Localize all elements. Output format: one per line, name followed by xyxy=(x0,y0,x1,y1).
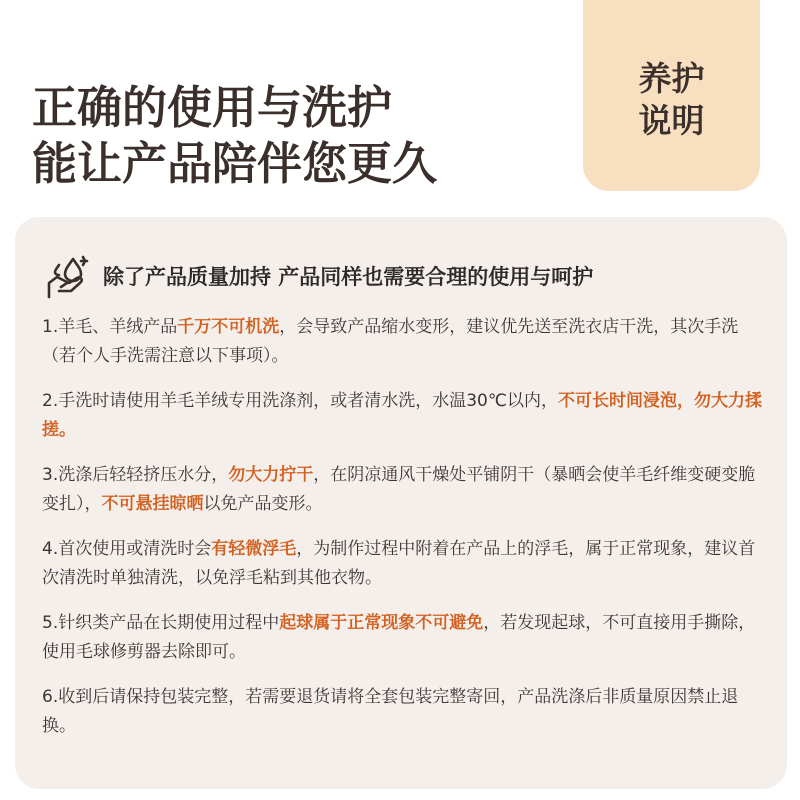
instruction-list xyxy=(42,313,762,757)
warning-text: 千万不可机洗 xyxy=(177,317,280,337)
warning-text: 有轻微浮毛 xyxy=(211,539,297,559)
instruction-item-1: 1.羊毛、羊绒产品千万不可机洗，会导致产品缩水变形，建议优先送至洗衣店干洗，其次手洗（若个人手洗需注意以下事项）。 xyxy=(42,317,739,366)
instruction-item-6: 6.收到后请保持包装完整，若需要退货请将全套包装完整寄回，产品洗涤后非质量原因禁止退换。 xyxy=(42,687,739,736)
instruction-item-2: 2.手洗时请使用羊毛羊绒专用洗涤剂，或者清水洗，水温30℃以内，不可长时间浸泡，勿大力揉搓。 xyxy=(42,391,762,440)
card-header xyxy=(43,253,593,299)
card-title: 除了产品质量加持 产品同样也需要合理的使用与呵护 xyxy=(103,265,594,289)
instruction-item-5: 5.针织类产品在长期使用过程中起球属于正常现象不可避免，若发现起球，不可直接用手撕除，使用毛球修剪器去除即可。 xyxy=(42,613,756,662)
tag-line-1: 养护 xyxy=(638,58,705,98)
headline-line-2: 能让产品陪伴您更久 xyxy=(32,137,438,190)
care-card xyxy=(15,217,787,789)
headline-line-1: 正确的使用与洗护 xyxy=(32,81,393,134)
tag-line-2: 说明 xyxy=(638,100,705,140)
warning-text: 不可长时间浸泡，勿大力揉搓。 xyxy=(42,391,762,440)
warning-text: 勿大力拧干 xyxy=(228,465,314,485)
washing-hand-icon xyxy=(43,253,89,299)
warning-text: 起球属于正常现象不可避免 xyxy=(279,613,484,633)
headline xyxy=(32,80,437,192)
care-instructions-tag xyxy=(583,0,760,191)
instruction-item-4: 4.首次使用或清洗时会有轻微浮毛，为制作过程中附着在产品上的浮毛，属于正常现象，建议首次清洗时单独清洗，以免浮毛粘到其他衣物。 xyxy=(42,539,756,588)
warning-text: 不可悬挂晾晒 xyxy=(101,494,204,514)
instruction-item-3: 3.洗涤后轻轻挤压水分，勿大力拧干，在阴凉通风干燥处平铺阴干（暴晒会使羊毛纤维变硬变脆变扎），不可悬挂晾晒以免产品变形。 xyxy=(42,465,756,514)
